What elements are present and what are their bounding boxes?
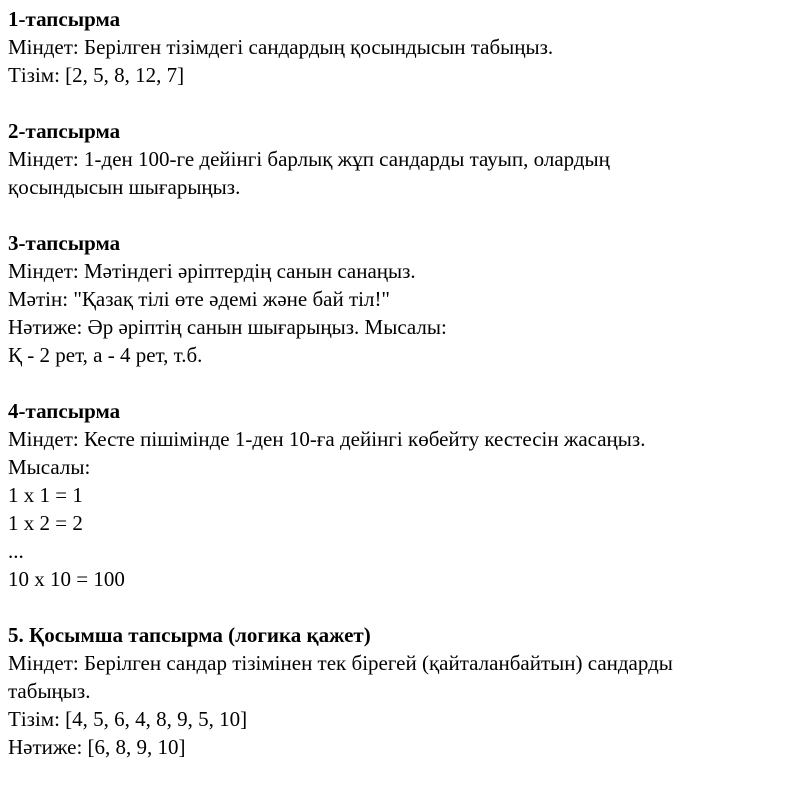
task-title: 5. Қосымша тапсырма (логика қажет) (8, 623, 371, 647)
task-line: Міндет: Мәтіндегі әріптердің санын санаңыз. (8, 259, 416, 283)
task-5 (8, 621, 788, 761)
task-1 (8, 5, 788, 89)
task-line: Мәтін: "Қазақ тілі өте әдемі және бай тіл!" (8, 287, 391, 311)
task-title: 3-тапсырма (8, 231, 121, 255)
task-line: 1 x 2 = 2 (8, 511, 83, 535)
task-line: Мысалы: (8, 455, 91, 479)
task-line: Міндет: Берілген сандар тізімінен тек бірегей (қайталанбайтын) сандарды (8, 651, 673, 675)
task-line: Нәтиже: [6, 8, 9, 10] (8, 735, 186, 759)
task-line: 10 x 10 = 100 (8, 567, 125, 591)
task-line: 1 x 1 = 1 (8, 483, 83, 507)
task-line: табыңыз. (8, 679, 91, 703)
task-line: қосындысын шығарыңыз. (8, 175, 241, 199)
task-line: Тізім: [2, 5, 8, 12, 7] (8, 63, 185, 87)
task-4 (8, 397, 788, 593)
task-3 (8, 229, 788, 369)
task-line: ... (8, 539, 24, 563)
task-title: 2-тапсырма (8, 119, 121, 143)
task-title: 4-тапсырма (8, 399, 121, 423)
task-line: Міндет: Кесте пішімінде 1-ден 10-ға дейінгі көбейту кестесін жасаңыз. (8, 427, 646, 451)
task-line: Міндет: 1-ден 100-ге дейінгі барлық жұп сандарды тауып, олардың (8, 147, 610, 171)
task-line: Нәтиже: Әр әріптің санын шығарыңыз. Мысалы: (8, 315, 447, 339)
task-2 (8, 117, 788, 201)
task-title: 1-тапсырма (8, 7, 121, 31)
task-line: Қ - 2 рет, а - 4 рет, т.б. (8, 343, 203, 367)
document (8, 5, 788, 789)
task-line: Тізім: [4, 5, 6, 4, 8, 9, 5, 10] (8, 707, 248, 731)
task-line: Міндет: Берілген тізімдегі сандардың қосындысын табыңыз. (8, 35, 554, 59)
